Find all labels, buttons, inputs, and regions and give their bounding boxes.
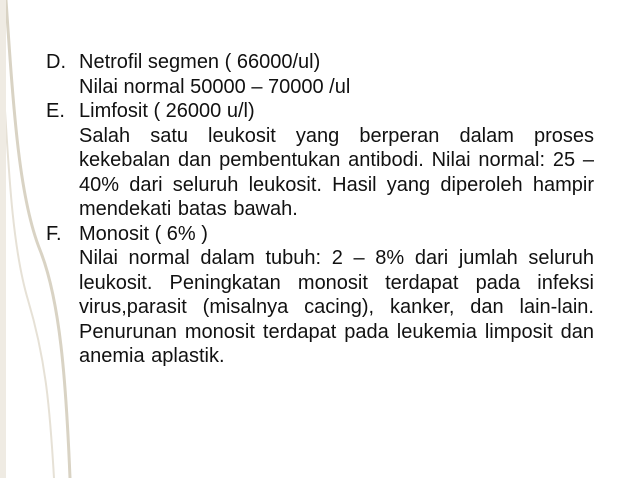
list-item-body	[79, 222, 594, 369]
list-item-body	[79, 50, 594, 99]
list-item-f	[46, 222, 594, 369]
item-heading: Monosit ( 6% )	[79, 222, 208, 245]
item-paragraph: Salah satu leukosit yang berperan dalam proses kekebalan dan pembentukan antibodi. Nilai normal: 25 – 40% dari seluruh leukosit. Hasil yang diperoleh hampir mendekati batas bawah.	[79, 124, 594, 220]
decorative-band	[0, 0, 6, 478]
item-heading: Limfosit ( 26000 u/l)	[79, 100, 255, 122]
item-paragraph: Nilai normal 50000 – 70000 /ul	[79, 75, 351, 98]
list-marker: E.	[46, 100, 65, 122]
list-item-body	[79, 99, 594, 222]
list-marker: D.	[46, 51, 66, 73]
slide-content	[46, 50, 594, 369]
item-paragraph: Nilai normal dalam tubuh: 2 – 8% dari jumlah seluruh leukosit. Peningkatan monosit terdapat pada infeksi virus,parasit (misalnya cacing), kanker, dan lain-lain. Penurunan monosit terdapat pada leukemia limposit dan anemia aplastik.	[79, 247, 594, 367]
list-item-e	[46, 99, 594, 222]
list-marker: F.	[46, 222, 62, 245]
list-item-d	[46, 50, 594, 99]
item-heading: Netrofil segmen ( 66000/ul)	[79, 51, 321, 73]
